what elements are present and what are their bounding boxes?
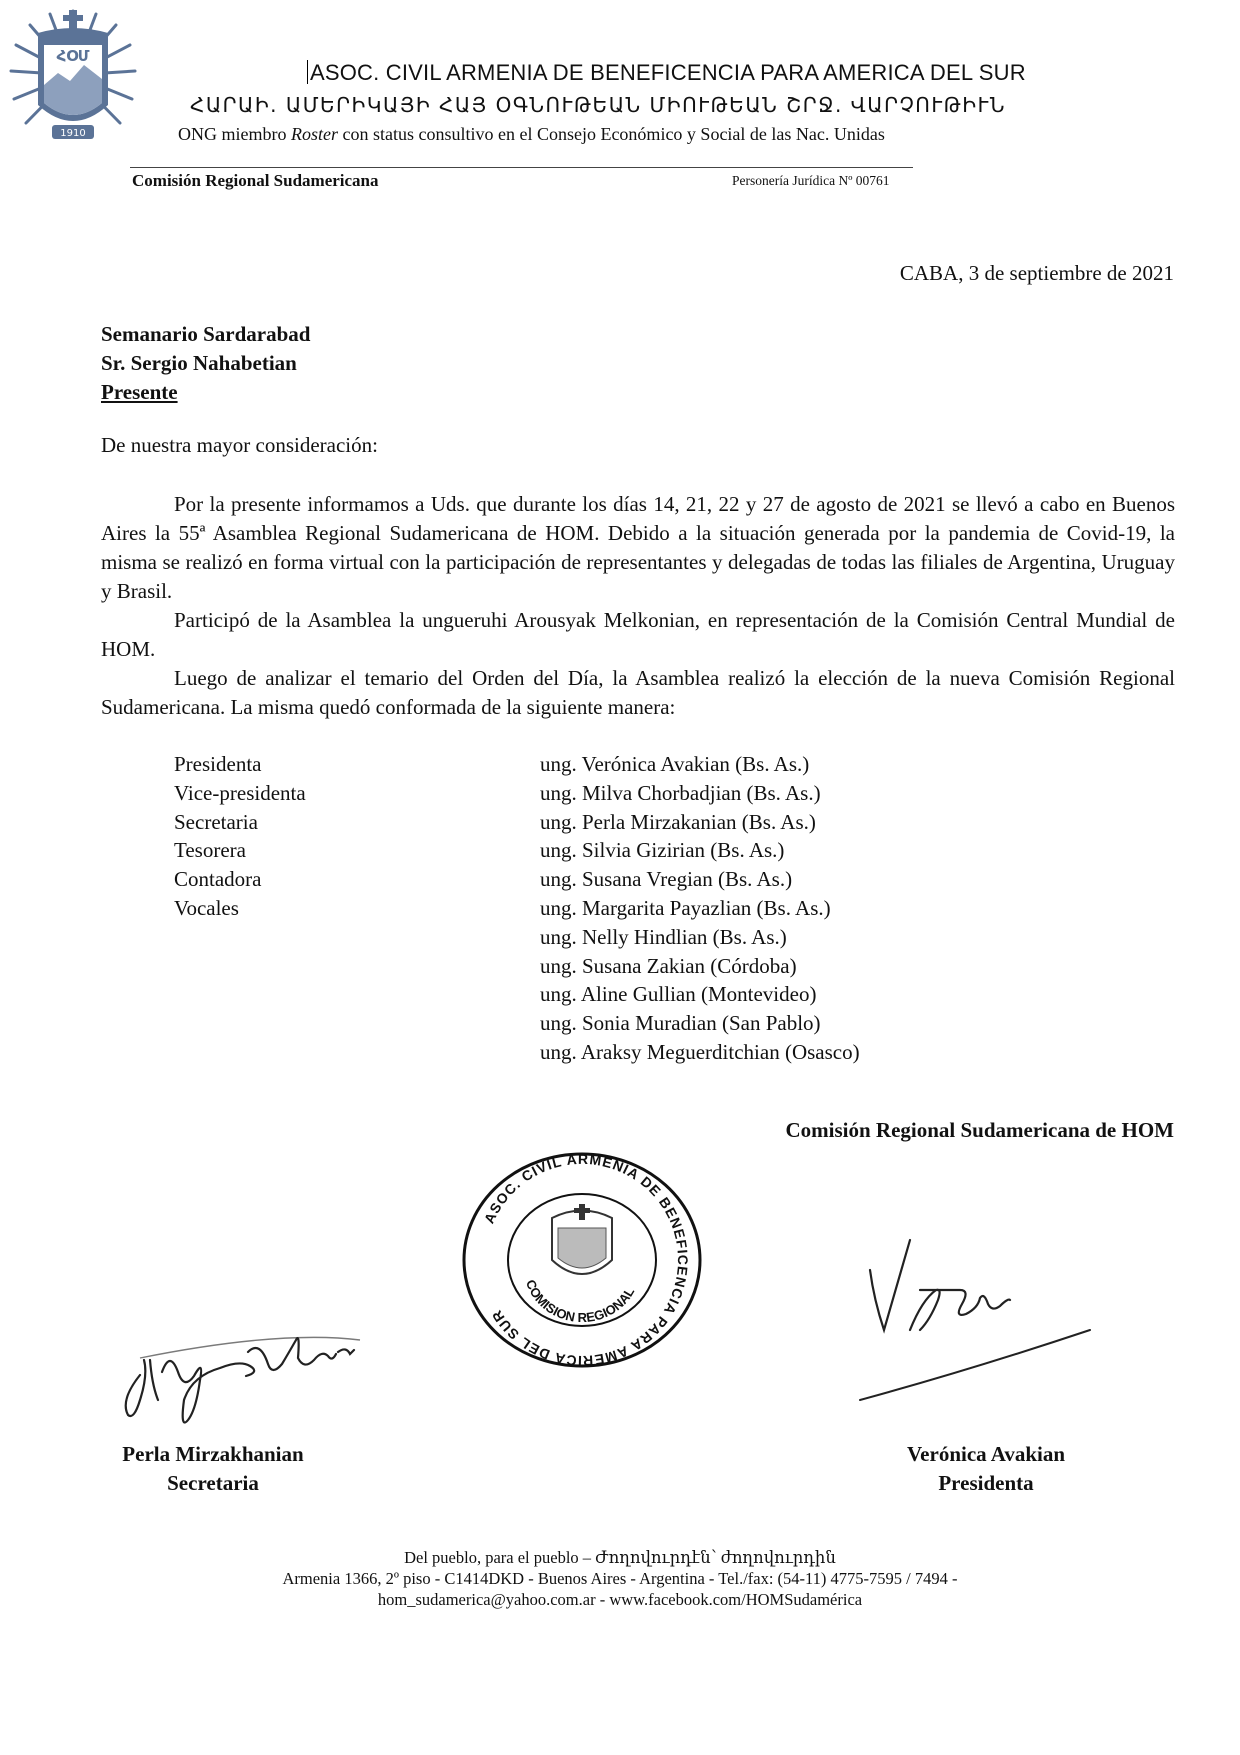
footer-motto: Del pueblo, para el pueblo – Ժողովուրդէն՝ ժողովուրդին <box>404 1548 836 1567</box>
stamp-inner-text: COMISION REGIONAL <box>522 1277 638 1326</box>
paragraph-1: Por la presente informamos a Uds. que durante los días 14, 21, 22 y 27 de agosto de 2021 se llevó a cabo en Buenos Aires la 55ª Asamblea Regional Sudamericana de HOM. Debido a la situación generada por la pandemia de Covid-19, la misma se realizó en forma virtual con la participación de representantes y delegadas de todas las filiales de Argentina, Uruguay y Brasil. <box>101 492 1175 603</box>
hom-logo <box>8 5 138 145</box>
ong-prefix: ONG miembro <box>178 124 291 144</box>
greeting: De nuestra mayor consideración: <box>101 433 378 457</box>
letter-date: CABA, 3 de septiembre de 2021 <box>899 261 1174 285</box>
org-name-armenian: ՀԱՐԱԻ. ԱՄԵՐԻԿԱՅԻ ՀԱՅ ՕԳՆՈՒԹԵԱՆ ՄԻՈՒԹԵԱՆ ՇՐՋ. ՎԱՐՉՈՒԹԻՒՆ <box>190 93 1006 117</box>
signing-organization: Comisión Regional Sudamericana de HOM <box>785 1118 1174 1142</box>
roles-column <box>174 750 306 923</box>
recipient-line-3: Presente <box>101 380 178 404</box>
footer-contact: hom_sudamerica@yahoo.com.ar - www.facebook.com/HOMSudamérica <box>377 1590 863 1609</box>
member-item: ung. Araksy Meguerditchian (Osasco) <box>540 1039 860 1064</box>
secretaria-role: Secretaria <box>167 1471 259 1495</box>
recipient-block <box>101 320 310 407</box>
role-item: Vocales <box>174 895 239 920</box>
recipient-line-1: Semanario Sardarabad <box>101 322 311 346</box>
official-stamp <box>452 1148 712 1373</box>
member-item: ung. Nelly Hindlian (Bs. As.) <box>540 924 787 949</box>
stamp-emblem-icon <box>552 1204 612 1274</box>
letter-body <box>101 490 1175 722</box>
org-name-es-text: ASOC. CIVIL ARMENIA DE BENEFICENCIA PARA AMERICA DEL SUR <box>310 60 1026 85</box>
ong-suffix: con status consultivo en el Consejo Económico y Social de las Nac. Unidas <box>337 124 885 144</box>
presidenta-name: Verónica Avakian <box>906 1442 1066 1466</box>
role-item: Secretaria <box>174 809 258 834</box>
members-column <box>540 750 860 1067</box>
member-item: ung. Perla Mirzakanian (Bs. As.) <box>540 809 816 834</box>
signature-secretaria <box>100 1280 400 1430</box>
stamp-outer-text: ASOC. CIVIL ARMENIA DE BENEFICENCIA PARA AMERICA DEL SUR <box>480 1150 692 1370</box>
signature-presidenta <box>850 1220 1100 1420</box>
footer-address: Armenia 1366, 2º piso - C1414DKD - Buenos Aires - Argentina - Tel./fax: (54-11) 4775-7595 / 7494 - <box>282 1569 958 1588</box>
recipient-line-2: Sr. Sergio Nahabetian <box>101 351 297 375</box>
member-item: ung. Verónica Avakian (Bs. As.) <box>540 752 810 776</box>
commission-title: Comisión Regional Sudamericana <box>132 171 379 190</box>
logo-year: 1910 <box>60 128 86 139</box>
presidenta-signature-block <box>886 1440 1086 1498</box>
secretaria-name: Perla Mirzakhanian <box>122 1442 304 1466</box>
role-item: Vice-presidenta <box>174 780 306 805</box>
role-item: Contadora <box>174 867 262 892</box>
logo-letters: ՀՕՄ <box>56 47 90 65</box>
member-item: ung. Susana Zakian (Córdoba) <box>540 953 797 978</box>
paragraph-3: Luego de analizar el temario del Orden del Día, la Asamblea realizó la elección de la nueva Comisión Regional Sudamericana. La misma quedó conformada de la siguiente manera: <box>101 666 1175 719</box>
role-item: Tesorera <box>174 838 246 863</box>
footer <box>0 1547 1240 1610</box>
member-item: ung. Susana Vregian (Bs. As.) <box>540 867 793 892</box>
text-cursor <box>307 60 308 84</box>
secretaria-signature-block <box>108 1440 318 1498</box>
ong-roster: Roster <box>290 124 338 144</box>
member-item: ung. Aline Gullian (Montevideo) <box>540 982 817 1007</box>
role-item: Presidenta <box>174 752 262 776</box>
member-item: ung. Milva Chorbadjian (Bs. As.) <box>540 780 821 805</box>
header-rule <box>130 167 913 168</box>
personeria-juridica: Personería Jurídica Nº 00761 <box>732 173 890 188</box>
member-item: ung. Silvia Gizirian (Bs. As.) <box>540 838 785 863</box>
member-item: ung. Sonia Muradian (San Pablo) <box>540 1011 821 1036</box>
svg-text:COMISION REGIONAL <box>523 1278 637 1325</box>
org-name-spanish <box>307 60 1026 86</box>
paragraph-2: Participó de la Asamblea la ungueruhi Arousyak Melkonian, en representación de la Comisión Central Mundial de HOM. <box>101 608 1175 661</box>
presidenta-role: Presidenta <box>938 1471 1034 1495</box>
ong-status-line <box>178 124 885 145</box>
member-item: ung. Margarita Payazlian (Bs. As.) <box>540 895 831 920</box>
